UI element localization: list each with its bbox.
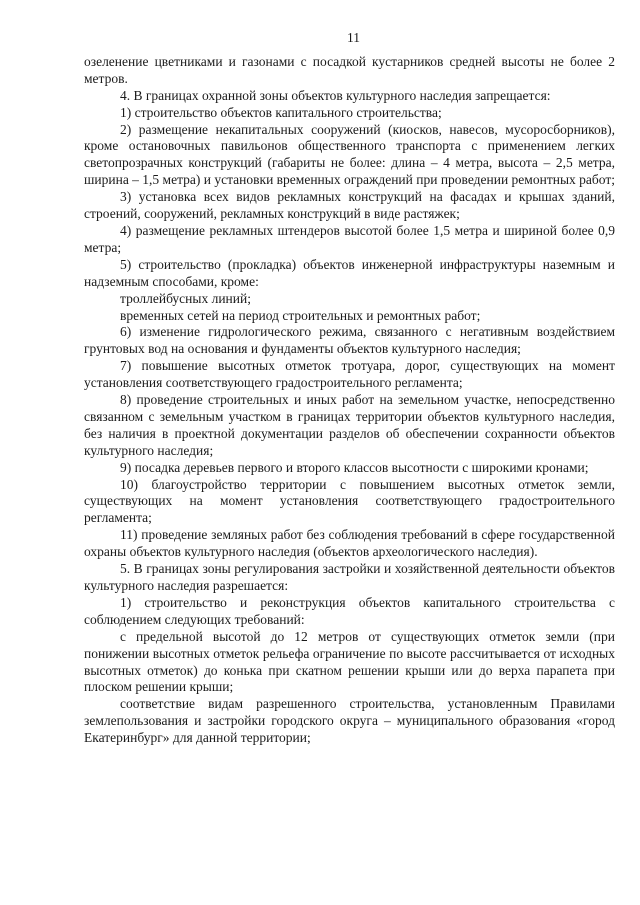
paragraph-requirement-permitted-use: соответствие видам разрешенного строительства, установленным Правилами землепользования и застройки городского округа – муниципального образования «город Екатеринбург» для данной территории; [84, 696, 615, 746]
paragraph-continuation: озеленение цветниками и газонами с посадкой кустарников средней высоты не более 2 метров. [84, 53, 615, 86]
paragraph-item-4: 4) размещение рекламных штендеров высотой более 1,5 метра и шириной более 0,9 метра; [84, 222, 615, 255]
paragraph-item-11: 11) проведение земляных работ без соблюдения требований в сфере государственной охраны объектов культурного наследия (объектов археологического наследия). [84, 527, 615, 560]
paragraph-item-6: 6) изменение гидрологического режима, связанного с негативным воздействием грунтовых вод на основания и фундаменты объектов культурного наследия; [84, 324, 615, 357]
paragraph-requirement-height: с предельной высотой до 12 метров от существующих отметок земли (при понижении высотных отметок рельефа ограничение по высоте рассчитывается от исходных высотных отметок) до конька при скатном решении крыши или до верха парапета при плоском решении крыши; [84, 628, 615, 695]
paragraph-section-4-heading: 4. В границах охранной зоны объектов культурного наследия запрещается: [120, 87, 551, 103]
paragraph-item-5: 5) строительство (прокладка) объектов инженерной инфраструктуры наземным и надземным способами, кроме: [84, 256, 615, 289]
paragraph-subitem-temporary-networks: временных сетей на период строительных и ремонтных работ; [120, 307, 481, 323]
paragraph-item-10: 10) благоустройство территории с повышением высотных отметок земли, существующих на момент установления соответствующего градостроительного регламента; [84, 476, 615, 526]
paragraph-item-7: 7) повышение высотных отметок тротуара, дорог, существующих на момент установления соответствующего градостроительного регламента; [84, 358, 615, 391]
paragraph-section-5-item-1: 1) строительство и реконструкция объектов капитального строительства с соблюдением следующих требований: [84, 594, 615, 627]
paragraph-item-3: 3) установка всех видов рекламных конструкций на фасадах и крышах зданий, строений, сооружений, рекламных конструкций в виде растяжек; [84, 189, 615, 222]
paragraph-item-9: 9) посадка деревьев первого и второго классов высотности с широкими кронами; [120, 459, 589, 475]
paragraph-subitem-trolleybus: троллейбусных линий; [120, 290, 251, 306]
document-page [84, 30, 615, 747]
paragraph-item-8: 8) проведение строительных и иных работ на земельном участке, непосредственно связанном с земельным участком в границах территории объектов культурного наследия, без наличия в проектной документации разделов об обеспечении сохранности объектов культурного наследия; [84, 392, 615, 458]
paragraph-section-5-heading: 5. В границах зоны регулирования застройки и хозяйственной деятельности объектов культурного наследия разрешается: [84, 561, 615, 593]
paragraph-item-1: 1) строительство объектов капитального строительства; [120, 104, 442, 120]
page-number: 11 [347, 30, 360, 45]
paragraph-item-2: 2) размещение некапитальных сооружений (киосков, навесов, мусоросборников), кроме остановочных павильонов общественного транспорта с применением легких светопрозрачных конструкций (габариты не более: длина – 4 метра, высота – 2,5 метра, ширина – 1,5 метра) и установки временных ограждений при проведении ремонтных работ; [84, 121, 615, 188]
